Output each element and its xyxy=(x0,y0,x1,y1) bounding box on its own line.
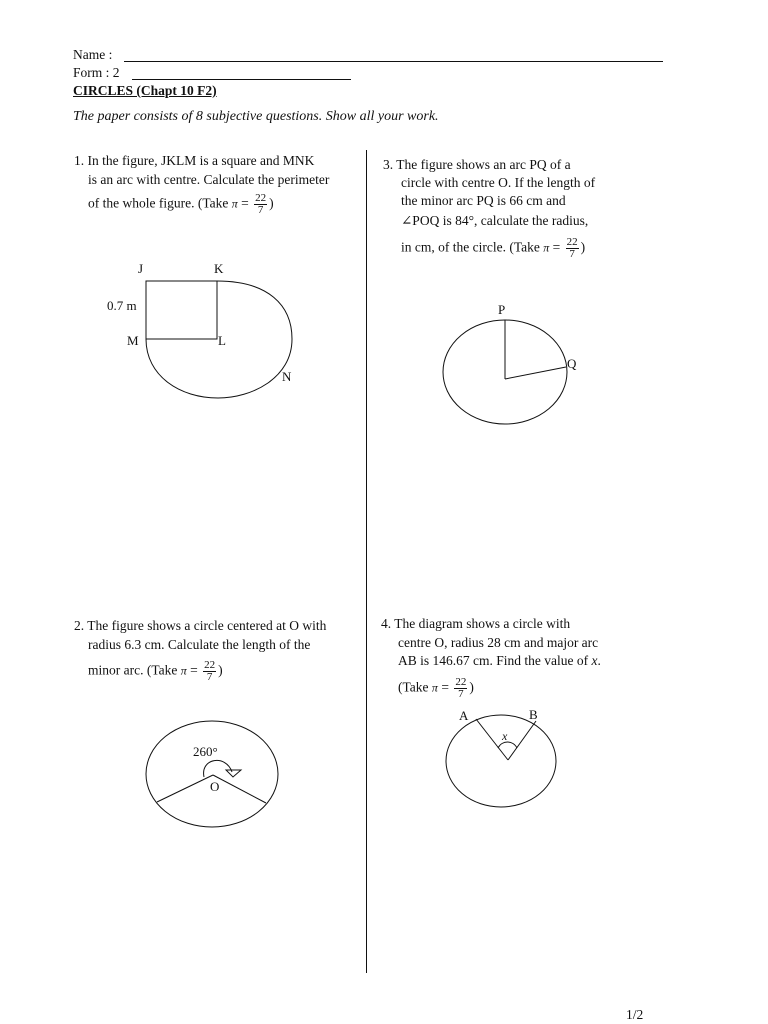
pi-fraction: $\frac{22}{7}$ xyxy=(566,236,578,260)
q1-label-k: K xyxy=(214,261,224,276)
q3-line1: 3. The figure shows an arc PQ of a xyxy=(383,157,571,172)
pi-fraction: $\frac{22}{7}$ xyxy=(455,676,467,700)
pi-fraction: $\frac{22}{7}$ xyxy=(204,659,216,683)
pi-fraction: $\frac{22}{7}$ xyxy=(255,192,267,216)
q2-label-o: O xyxy=(210,779,220,794)
q1-label-side: 0.7 m xyxy=(107,298,137,313)
q1-label-j: J xyxy=(138,261,144,276)
q1-label-n: N xyxy=(282,369,292,384)
q1-label-m: M xyxy=(127,333,139,348)
q4-label-b: B xyxy=(529,707,538,722)
q3-line4: ∠POQ is 84°, calculate the radius, xyxy=(401,213,589,228)
q4-label-a: A xyxy=(459,708,469,723)
q2-line2: radius 6.3 cm. Calculate the length of the xyxy=(88,637,311,652)
q3-label-p: P xyxy=(498,302,506,317)
q2-line1: 2. The figure shows a circle centered at O with xyxy=(74,618,327,633)
q2-label-angle: 260° xyxy=(193,744,218,759)
instructions: The paper consists of 8 subjective questions. Show all your work. xyxy=(73,109,439,124)
q1-line1: 1. In the figure, JKLM is a square and MNK xyxy=(74,153,315,168)
q4-line4: (Take π = $\frac{22}{7}$ ) xyxy=(398,676,474,700)
form-label: Form : xyxy=(73,65,113,80)
q4-line1: 4. The diagram shows a circle with xyxy=(381,616,571,631)
name-label: Name : xyxy=(73,47,113,62)
q1-label-l: L xyxy=(218,333,226,348)
page-number: 1/2 xyxy=(626,1007,644,1022)
q4-label-x: x xyxy=(502,729,508,743)
form-value: 2 xyxy=(112,65,120,80)
q3-label-q: Q xyxy=(567,356,577,371)
q4-circle xyxy=(446,715,556,807)
q3-line3: the minor arc PQ is 66 cm and xyxy=(401,193,566,208)
q3-line2: circle with centre O. If the length of xyxy=(401,175,596,190)
q4-angle-arc xyxy=(498,742,517,748)
q1-line2: is an arc with centre. Calculate the perimeter xyxy=(88,172,330,187)
q4-line2: centre O, radius 28 cm and major arc xyxy=(398,635,599,650)
q2-line3: minor arc. (Take π = $\frac{22}{7}$ ) xyxy=(88,659,223,683)
q4-line3: AB is 146.67 cm. Find the value of x. xyxy=(398,653,601,668)
q1-line3: of the whole figure. (Take π = $\frac{22}{7}$ ) xyxy=(88,192,274,216)
q4-radius-ob xyxy=(508,721,536,760)
page-title: CIRCLES (Chapt 10 F2) xyxy=(73,83,217,98)
q3-line5: in cm, of the circle. (Take π = $\frac{22}{7}$ ) xyxy=(401,236,586,260)
